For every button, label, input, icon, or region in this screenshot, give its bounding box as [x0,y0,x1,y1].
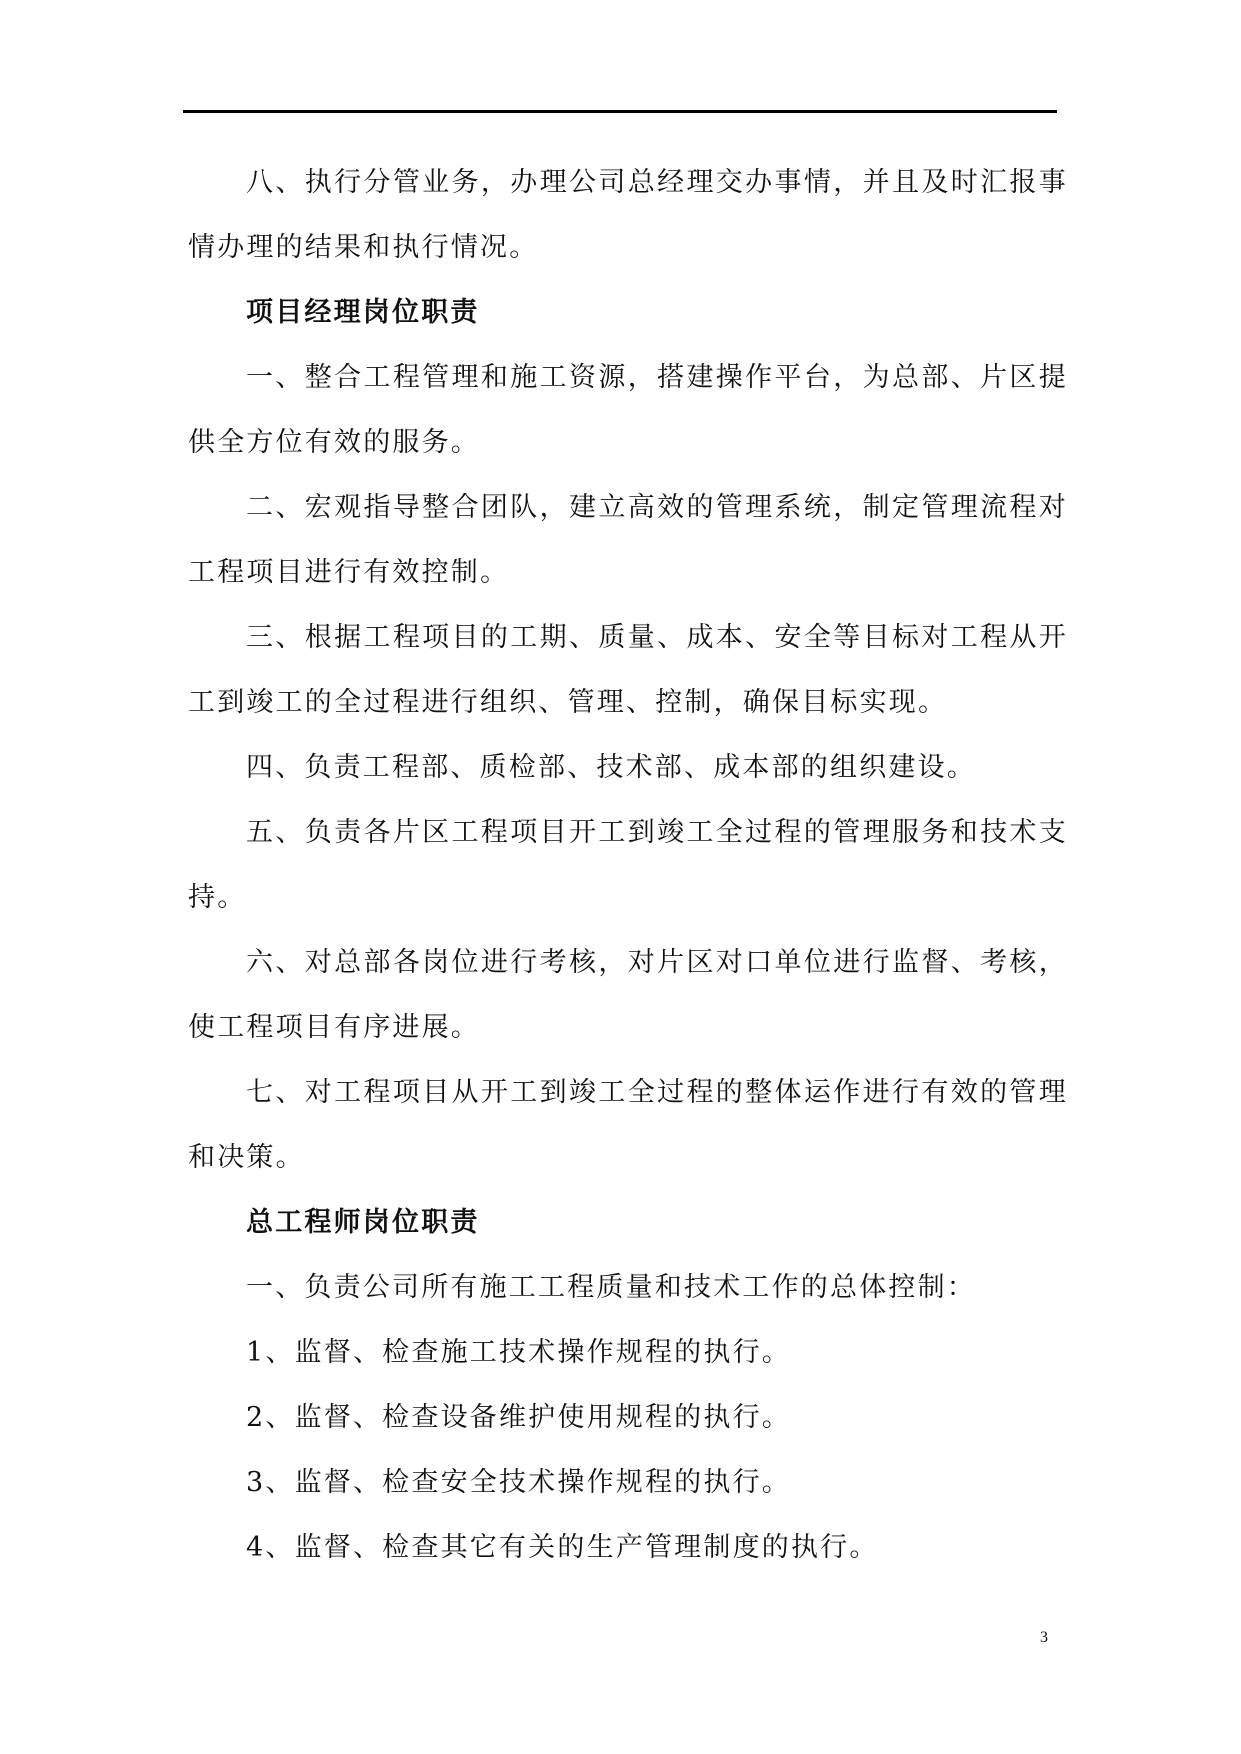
paragraph-pm-duty-7: 七、对工程项目从开工到竣工全过程的整体运作进行有效的管理和决策。 [188,1077,1068,1173]
section-heading-project-manager: 项目经理岗位职责 [246,297,480,328]
page-number: 3 [1040,1629,1048,1646]
paragraph-item-8: 八、执行分管业务，办理公司总经理交办事情，并且及时汇报事情办理的结果和执行情况。 [188,167,1068,263]
paragraph-pm-duty-1: 一、整合工程管理和施工资源，搭建操作平台，为总部、片区提供全方位有效的服务。 [188,362,1068,458]
paragraph-ce-duty-1: 一、负责公司所有施工工程质量和技术工作的总体控制： [246,1272,976,1303]
header-rule [183,110,1057,113]
document-body [188,150,1068,1580]
paragraph-ce-subitem-2: 2、监督、检查设备维护使用规程的执行。 [246,1402,791,1433]
paragraph-pm-duty-3: 三、根据工程项目的工期、质量、成本、安全等目标对工程从开工到竣工的全过程进行组织、管理、控制，确保目标实现。 [188,622,1068,718]
paragraph-ce-subitem-3: 3、监督、检查安全技术操作规程的执行。 [246,1467,791,1498]
paragraph-pm-duty-5: 五、负责各片区工程项目开工到竣工全过程的管理服务和技术支持。 [188,817,1068,913]
paragraph-ce-subitem-1: 1、监督、检查施工技术操作规程的执行。 [246,1337,791,1368]
section-heading-chief-engineer: 总工程师岗位职责 [246,1207,480,1238]
paragraph-pm-duty-6: 六、对总部各岗位进行考核，对片区对口单位进行监督、考核，使工程项目有序进展。 [188,947,1068,1043]
paragraph-pm-duty-2: 二、宏观指导整合团队，建立高效的管理系统，制定管理流程对工程项目进行有效控制。 [188,492,1068,588]
paragraph-ce-subitem-4: 4、监督、检查其它有关的生产管理制度的执行。 [246,1532,879,1563]
paragraph-pm-duty-4: 四、负责工程部、质检部、技术部、成本部的组织建设。 [246,752,976,783]
